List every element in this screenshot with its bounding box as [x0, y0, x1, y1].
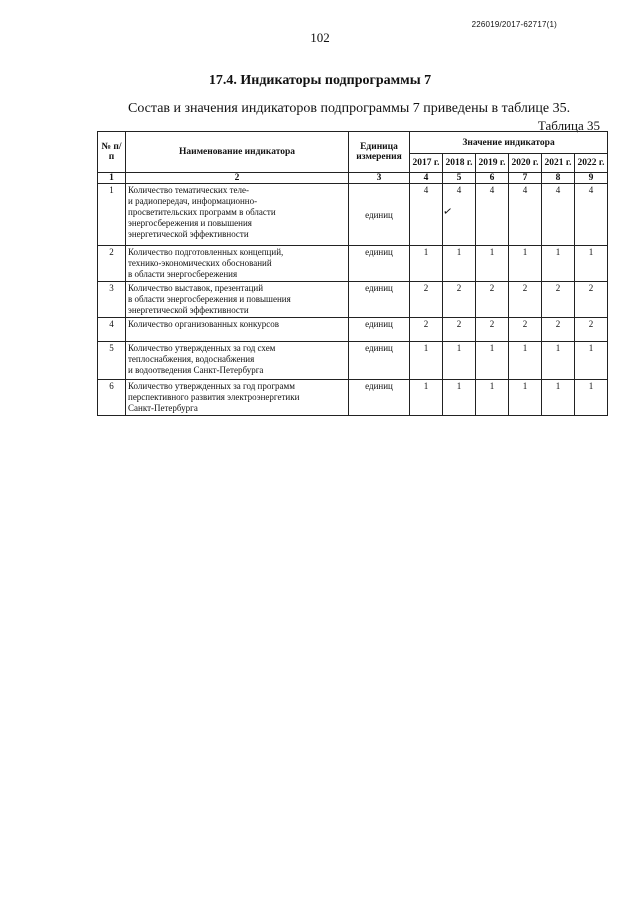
indicator-value: 1	[476, 246, 509, 282]
indicator-name-line: в области энергосбережения и повышения	[128, 294, 291, 304]
column-number: 6	[476, 173, 509, 184]
header-num: № п/п	[98, 132, 126, 173]
indicators-table	[97, 131, 608, 416]
indicator-name-line: энергосбережения и повышения	[128, 218, 252, 228]
column-number-row	[98, 173, 608, 184]
indicator-value: 4	[476, 184, 509, 246]
indicator-value: 1	[443, 342, 476, 380]
indicator-name-line: Санкт-Петербурга	[128, 403, 198, 413]
indicator-value: 1	[410, 246, 443, 282]
row-number: 3	[98, 282, 126, 318]
indicator-value: 4	[509, 184, 542, 246]
indicator-value: 1	[410, 342, 443, 380]
header-unit: Единица измерения	[349, 132, 410, 173]
indicator-name-line: Количество выставок, презентаций	[128, 283, 264, 293]
column-number: 7	[509, 173, 542, 184]
table-row	[98, 380, 608, 416]
indicator-value: 2	[443, 318, 476, 342]
indicator-value: 1	[509, 246, 542, 282]
indicator-value: 1	[509, 342, 542, 380]
indicator-value: 2	[509, 282, 542, 318]
indicator-value: 2	[575, 282, 608, 318]
table-row	[98, 342, 608, 380]
column-number: 4	[410, 173, 443, 184]
row-number: 2	[98, 246, 126, 282]
indicator-name	[126, 342, 349, 380]
indicator-name-line: технико-экономических обоснований	[128, 258, 272, 268]
indicator-value: 1	[476, 342, 509, 380]
table-row	[98, 318, 608, 342]
indicator-value: 4	[575, 184, 608, 246]
indicator-name-line: энергетической эффективности	[128, 229, 249, 239]
column-number: 8	[542, 173, 575, 184]
indicator-value: 1	[443, 380, 476, 416]
indicator-value: 1	[575, 380, 608, 416]
header-year: 2021 г.	[542, 154, 575, 173]
unit-of-measure: единиц	[349, 184, 410, 246]
header-year: 2018 г.	[443, 154, 476, 173]
header-year: 2022 г.	[575, 154, 608, 173]
handwritten-check-mark: ✓	[441, 205, 454, 219]
indicator-value: 1	[542, 380, 575, 416]
indicator-value: 2	[476, 282, 509, 318]
indicator-value: 1	[476, 380, 509, 416]
indicator-value: 1	[509, 380, 542, 416]
indicator-name	[126, 380, 349, 416]
indicator-value: 1	[410, 380, 443, 416]
indicator-name	[126, 318, 349, 342]
indicator-name	[126, 246, 349, 282]
column-number: 1	[98, 173, 126, 184]
column-number: 3	[349, 173, 410, 184]
indicator-value: 2	[509, 318, 542, 342]
intro-paragraph: Состав и значения индикаторов подпрограммы 7 приведены в таблице 35.	[128, 101, 571, 116]
column-number: 2	[126, 173, 349, 184]
indicator-value: 2	[542, 318, 575, 342]
column-number: 5	[443, 173, 476, 184]
indicator-value: 1	[542, 246, 575, 282]
indicator-name-line: Количество утвержденных за год программ	[128, 381, 295, 391]
indicator-name-line: просветительских программ в области	[128, 207, 276, 217]
indicator-value: 1	[542, 342, 575, 380]
header-value-group: Значение индикатора	[410, 132, 608, 154]
indicator-value: 2	[542, 282, 575, 318]
indicator-value: 2	[410, 282, 443, 318]
unit-of-measure: единиц	[349, 380, 410, 416]
indicator-value: 1	[575, 246, 608, 282]
indicator-name-line: Количество организованных конкурсов	[128, 319, 279, 329]
indicator-name-line: Количество подготовленных концепций,	[128, 247, 284, 257]
header-year: 2017 г.	[410, 154, 443, 173]
unit-of-measure: единиц	[349, 246, 410, 282]
table-caption: Таблица 35	[537, 118, 600, 133]
table-row	[98, 282, 608, 318]
unit-of-measure: единиц	[349, 342, 410, 380]
column-number: 9	[575, 173, 608, 184]
indicator-name-line: и водоотведения Санкт-Петербурга	[128, 365, 264, 375]
header-year: 2020 г.	[509, 154, 542, 173]
indicator-value: 4	[410, 184, 443, 246]
indicator-value: 2	[443, 282, 476, 318]
unit-of-measure: единиц	[349, 282, 410, 318]
table-row	[98, 246, 608, 282]
page-number: 102	[310, 30, 330, 45]
indicator-name-line: теплоснабжения, водоснабжения	[128, 354, 255, 364]
indicator-value: 4	[542, 184, 575, 246]
indicator-name-line: перспективного развития электроэнергетики	[128, 392, 300, 402]
indicator-value: 1	[443, 246, 476, 282]
row-number: 1	[98, 184, 126, 246]
header-name: Наименование индикатора	[126, 132, 349, 173]
indicator-value: 4	[443, 184, 476, 246]
row-number: 6	[98, 380, 126, 416]
indicator-name	[126, 282, 349, 318]
indicator-name-line: энергетической эффективности	[128, 305, 249, 315]
section-heading: 17.4. Индикаторы подпрограммы 7	[208, 73, 432, 88]
indicator-name	[126, 184, 349, 246]
header-year: 2019 г.	[476, 154, 509, 173]
row-number: 4	[98, 318, 126, 342]
unit-of-measure: единиц	[349, 318, 410, 342]
indicator-name-line: Количество утвержденных за год схем	[128, 343, 276, 353]
table-row	[98, 184, 608, 246]
indicator-value: 2	[410, 318, 443, 342]
indicator-value: 2	[476, 318, 509, 342]
indicator-value: 2	[575, 318, 608, 342]
row-number: 5	[98, 342, 126, 380]
document-reference-number: 226019/2017-62717(1)	[471, 20, 557, 29]
indicator-name-line: и радиопередач, информационно-	[128, 196, 258, 206]
indicator-value: 1	[575, 342, 608, 380]
indicator-name-line: в области энергосбережения	[128, 269, 238, 279]
indicator-name-line: Количество тематических теле-	[128, 185, 250, 195]
